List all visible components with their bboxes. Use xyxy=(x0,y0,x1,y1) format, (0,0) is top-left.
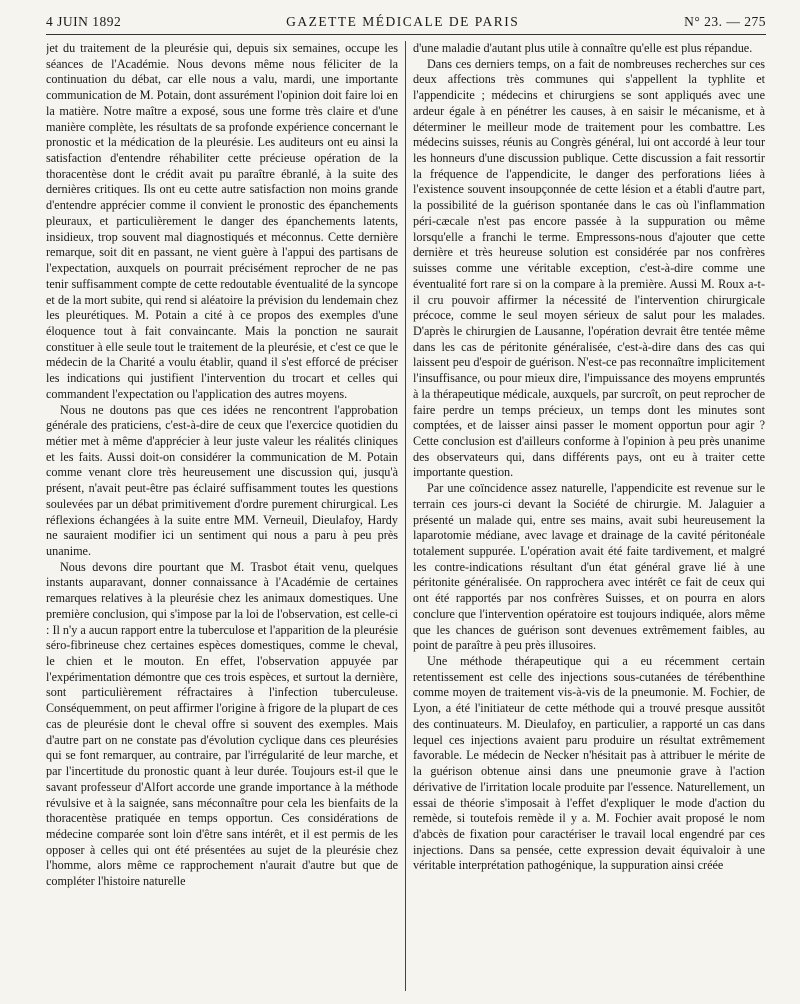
publication-title: GAZETTE MÉDICALE DE PARIS xyxy=(286,14,520,29)
issue-date: 4 JUIN 1892 xyxy=(46,14,122,29)
left-column xyxy=(46,41,398,991)
page-header xyxy=(46,14,766,35)
right-column xyxy=(413,41,765,991)
right-paragraph-4: Une méthode thérapeutique qui a eu récemment certain retentissement est celle des injections sous-cutanées de térébenthine comme moyen de traitement vis-à-vis de la pneumonie. M. Fochier, de Lyon, a été l'initiateur de cette méthode qui a trouvé presque aussitôt des continuateurs. M. Dieulafoy, en particulier, a rapporté un cas dans lequel ces injections avaient paru produire un résultat extrêmement favorable. Le médecin de Necker n'hésitait pas à attribuer le mérite de la guérison obtenue ainsi dans une pneumonie grave à l'action dérivative de l'irritation locale produite par l'essence. Naturellement, un essai de théorie s'imposait à l'effet d'expliquer le mode d'action du remède, si toutefois remède il y a. M. Fochier avait proposé le nom d'abcès de fixation pour caractériser le travail local engendré par ces injections. Dans sa pensée, cette expression devait équivaloir à une véritable interprétation pathogénique, la suppuration ainsi créée xyxy=(413,654,765,873)
left-paragraph-1: jet du traitement de la pleurésie qui, depuis six semaines, occupe les séances de l'Académie. Nous devons même nous féliciter de la continuation du débat, car elle nous a valu, mardi, une importante communication de M. Potain, dont assurément l'opinion doit faire loi en la matière. Notre maître a exposé, sous une forme très claire et d'une manière complète, les résultats de sa profonde expérience concernant le pronostic et la médication de la pleurésie. Les auditeurs ont eu ainsi la satisfaction d'entendre réhabiliter cette précieuse opération de la thoracentèse dont le crédit avait pu paraître ébranlé, à la suite des dernières critiques. Ils ont eu cette autre satisfaction non moins grande d'entendre apprécier comme il convient le pronostic des épanchements pleuraux, et particulièrement le danger des épanchements latents, insidieux, trop souvent mal diagnostiqués et méconnus. Cette dernière remarque, soit dit en passant, ne vient guère à l'appui des partisans de l'expectation, auxquels on pourrait précisément reprocher de ne pas tenir suffisamment compte de cette redoutable éventualité de la syncope et de la mort subite, qui rend si aléatoire la prévision du lendemain chez les pleurétiques. M. Potain a cité à ce propos des exemples d'une éloquence tout à fait convaincante. Mais la ponction ne saurait constituer à elle seule tout le traitement de la pleurésie, et c'est ce que le médecin de la Charité a voulu établir, quand il s'est efforcé de préciser les indications qui justifient l'intervention du trocart et celles qui commandent l'expectation ou l'application des autres moyens. xyxy=(46,41,398,401)
article-columns xyxy=(46,41,766,991)
issue-page-number: N° 23. — 275 xyxy=(684,14,766,29)
right-paragraph-2: Dans ces derniers temps, on a fait de nombreuses recherches sur ces deux affections très communes qui s'appellent la typhlite et l'appendicite ; médecins et chirurgiens se sont appliqués avec une ardeur égale à en pénétrer les causes, à en saisir le mécanisme, et à déterminer le meilleur mode de traitement pour les combattre. Les médecins suisses, réunis au Congrès général, lui ont accordé à leur tour les honneurs d'une discussion publique. Cette discussion a fait ressortir la fréquence de l'appendicite, le danger des perforations liées à l'existence souvent insoupçonnée de cette lésion et a établi d'autre part, la possibilité de la guérison spontanée dans le cas où l'inflammation péri-cæcale n'est pas encore passée à la suppuration ou même lorsqu'elle a franchi le terme. Empressons-nous d'ajouter que cette dernière et très heureuse solution est considérée par nos confrères suisses comme une véritable exception, c'est-à-dire comme une éventualité fort rare si on la compare à la première. Aussi M. Roux a-t-il cru pouvoir affirmer la nécessité de l'intervention chirurgicale précoce, comme le seul moyen sérieux de salut pour les malades. D'après le chirurgien de Lausanne, l'opération devrait être tentée même dans les cas de péritonite généralisée, c'est-à-dire dans des cas qui laissent peu d'espoir de guérison. N'est-ce pas reconnaître implicitement l'insuffisance, ou pour mieux dire, l'impuissance des moyens empruntés à la thérapeutique médicale, auxquels, par surcroît, on peut reprocher de faire perdre un temps précieux, un temps dont les minutes sont comptées, et de laisser ainsi passer le moment opportun pour agir ? Cette conclusion est d'ailleurs conforme à l'opinion à peu près unanime des observateurs qui, dans différents pays, ont eu à traiter cette importante question. xyxy=(413,56,765,480)
left-paragraph-3: Nous devons dire pourtant que M. Trasbot était venu, quelques instants auparavant, donner connaissance à l'Académie de certaines remarques relatives à la pleurésie chez les animaux domestiques. Une première conclusion, qui s'impose par la loi de l'observation, est celle-ci : Il n'y a aucun rapport entre la tuberculose et l'apparition de la pleurésie séro-fibrineuse chez certaines espèces domestiques, comme le cheval, le chien et le mouton. En effet, l'observation appuyée par l'expérimentation démontre que ces trois espèces, et surtout la dernière, sont particulièrement réfractaires à l'infection tuberculeuse. Conséquemment, on peut affirmer l'origine à frigore de la plupart de ces cas de pleurésie dont le cheval offre si souvent des exemples. Mais d'autre part on ne constate pas d'évolution cyclique dans ces pleurésies qui se font remarquer, au contraire, par l'irrégularité de leur marche, et par l'incertitude du pronostic quant à leur durée. Toujours est-il que le savant professeur d'Alfort accorde une grande importance à la méthode révulsive et à la saignée, sans méconnaître pour cela les bienfaits de la thoracentèse pratiquée en temps opportun. Ces considérations de médecine comparée sont loin d'être sans intérêt, et il est permis de les opposer à celles qui ont été présentées au sujet de la pleurésie chez l'homme, alors même ce rapprochement n'aurait d'autre but que de compléter l'histoire naturelle xyxy=(46,559,398,889)
column-divider xyxy=(405,41,406,991)
right-paragraph-1: d'une maladie d'autant plus utile à connaître qu'elle est plus répandue. xyxy=(413,41,753,55)
right-paragraph-3: Par une coïncidence assez naturelle, l'appendicite est revenue sur le terrain ces jours-ci devant la Société de chirurgie. M. Jalaguier a présenté un malade qui, entre ses mains, avait subi heureusement la laparotomie médiane, avec lavage et drainage de la cavité péritonéale totalement suppurée. L'opération avait été faite tardivement, et malgré les contre-indications résultant d'un état général grave lié à une péritonite généralisée. On rapprochera avec intérêt ce fait de ceux qui ont été rapportés par nos confrères Suisses, et on pourra en alors conclure que l'intervention opératoire est toujours indiquée, alors même que les chances de guérison sont devenues extrêmement faibles, au point de paraître à peu près illusoires. xyxy=(413,481,765,653)
left-paragraph-2: Nous ne doutons pas que ces idées ne rencontrent l'approbation générale des praticiens, c'est-à-dire de ceux que l'exercice quotidien du métier met à même d'apprécier à leur juste valeur les réalités cliniques et les faits. Aussi doit-on considérer la communication de M. Potain comme venant clore très heureusement une discussion qui, jusqu'à présent, n'avait peut-être pas éclairé suffisamment toutes les questions soulevées par un débat primitivement d'ordre purement chirurgical. Les réflexions échangées à la suite entre MM. Verneuil, Dieulafoy, Hardy ne sauraient modifier ici un sentiment qui nous a paru à peu près unanime. xyxy=(46,402,398,558)
